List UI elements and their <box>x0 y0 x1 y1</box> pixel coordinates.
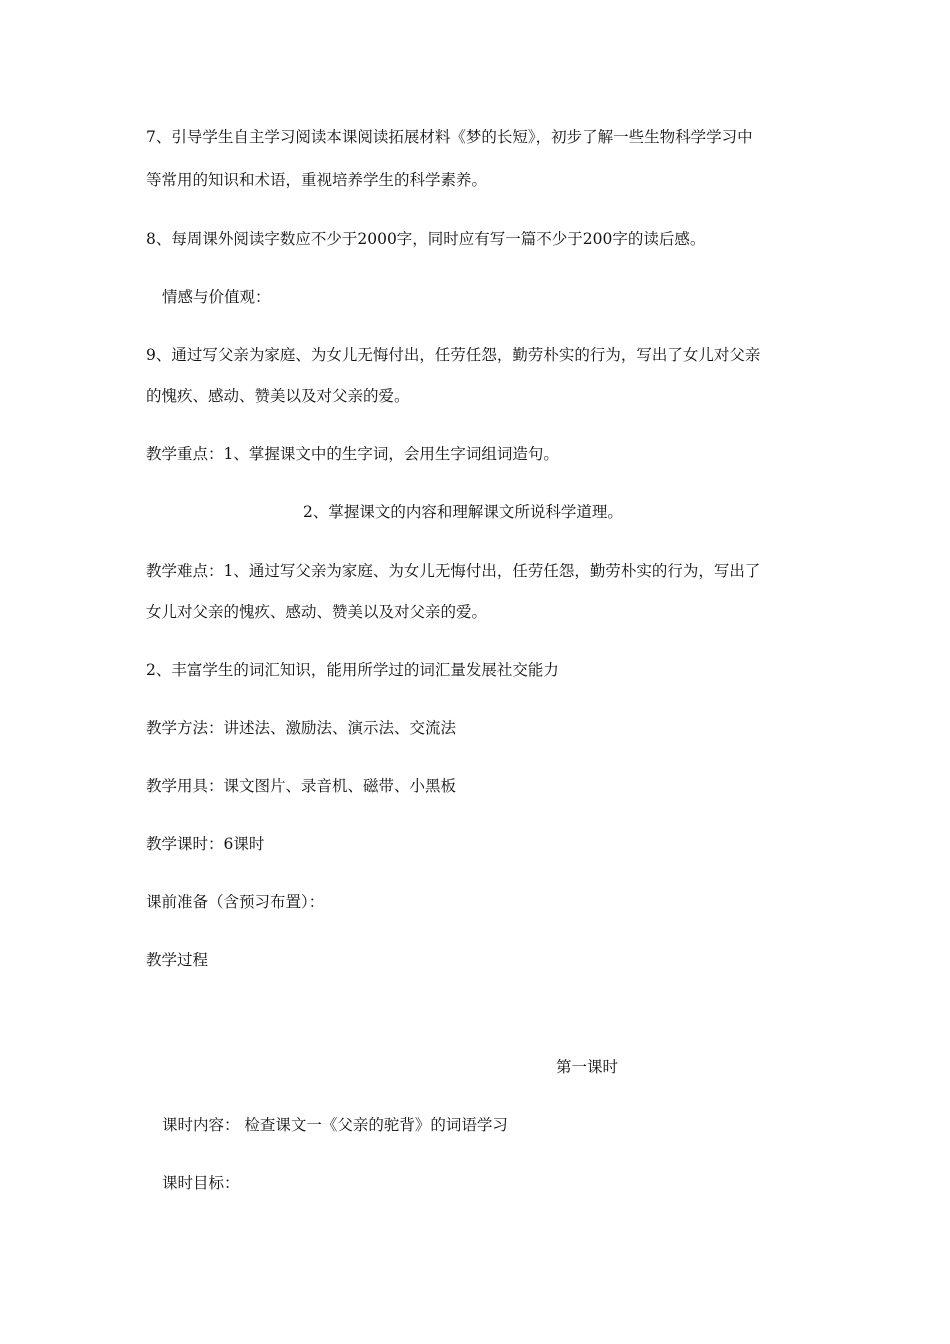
pre-class-preparation: 课前准备（含预习布置）： <box>146 893 325 911</box>
difficult-points-2: 2、丰富学生的词汇知识，能用所学过的词汇量发展社交能力 <box>146 661 559 679</box>
objective-9-line-1: 9、通过写父亲为家庭、为女儿无悔付出，任劳任怨，勤劳朴实的行为，写出了女儿对父亲 <box>146 346 761 364</box>
lesson-objectives-label: 课时目标： <box>162 1174 240 1192</box>
first-lesson-heading: 第一课时 <box>556 1058 619 1076</box>
emotion-values-heading: 情感与价值观： <box>162 288 271 306</box>
teaching-hours: 教学课时：6课时 <box>146 835 265 853</box>
objective-7-line-1: 7、引导学生自主学习阅读本课阅读拓展材料《梦的长短》，初步了解一些生物科学学习中 <box>146 128 753 146</box>
key-points-2: 2、掌握课文的内容和理解课文所说科学道理。 <box>303 503 623 521</box>
objective-7-line-2: 等常用的知识和术语，重视培养学生的科学素养。 <box>146 171 488 189</box>
difficult-points-1-line-2: 女儿对父亲的愧疚、感动、赞美以及对父亲的爱。 <box>146 603 488 621</box>
teaching-methods: 教学方法：讲述法、激励法、演示法、交流法 <box>146 719 457 737</box>
lesson-content: 课时内容： 检查课文一《父亲的驼背》的词语学习 <box>162 1116 508 1134</box>
teaching-process-heading: 教学过程 <box>146 951 209 969</box>
objective-9-line-2: 的愧疚、感动、赞美以及对父亲的爱。 <box>146 387 410 405</box>
objective-8: 8、每周课外阅读字数应不少于2000字，同时应有写一篇不少于200字的读后感。 <box>146 230 706 248</box>
key-points-1: 教学重点：1、掌握课文中的生字词，会用生字词组词造句。 <box>146 445 559 463</box>
teaching-tools: 教学用具：课文图片、录音机、磁带、小黑板 <box>146 777 457 795</box>
difficult-points-1-line-1: 教学难点：1、通过写父亲为家庭、为女儿无悔付出，任劳任怨，勤劳朴实的行为，写出了 <box>146 562 761 580</box>
